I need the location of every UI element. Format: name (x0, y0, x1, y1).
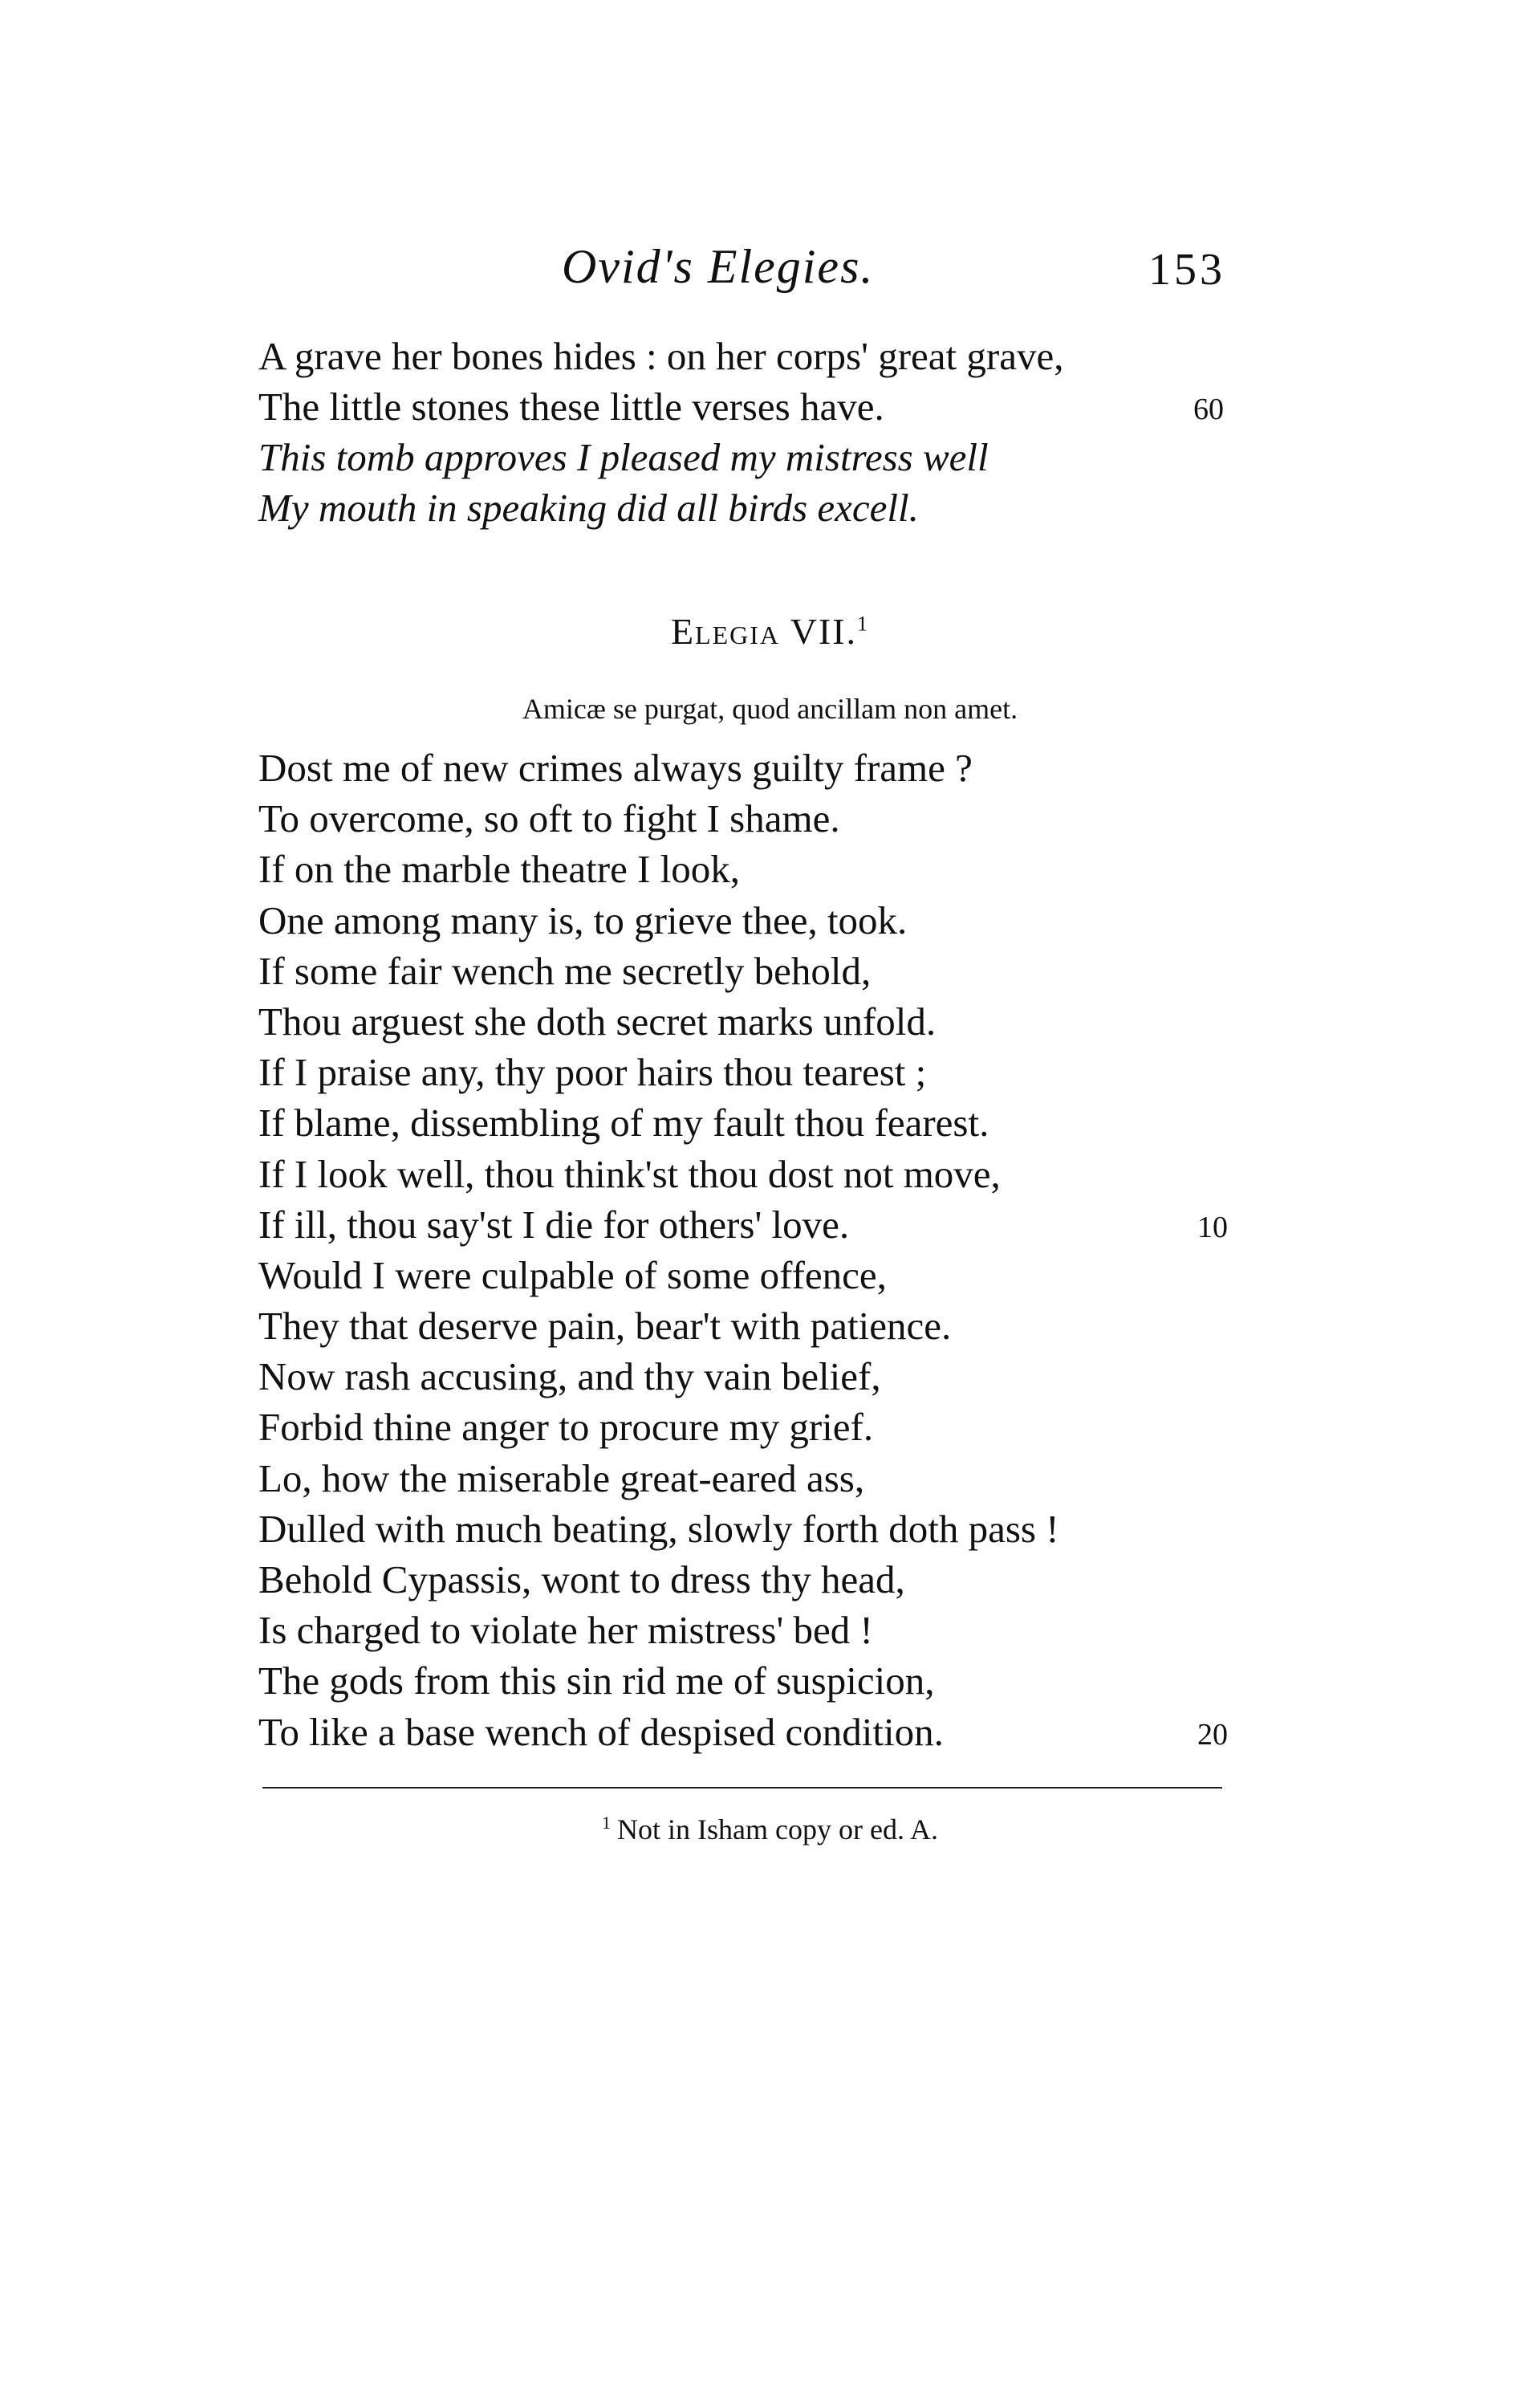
footnote-text: Not in Isham copy or ed. A. (617, 1813, 938, 1846)
verse-text: The little stones these little verses have. (258, 385, 884, 429)
verse-line (258, 844, 1302, 894)
verse-line (258, 1149, 1302, 1199)
running-head (0, 239, 1540, 311)
verse-text: If I praise any, thy poor hairs thou tearest ; (258, 1050, 927, 1095)
verse-line (258, 432, 1302, 482)
verse-text: To overcome, so oft to fight I shame. (258, 796, 840, 841)
verse-text: If I look well, thou think'st thou dost not move, (258, 1151, 1001, 1196)
stanza-one (258, 331, 1302, 533)
elegy-verse (258, 743, 1302, 1757)
elegy-title: Elegia VII. (670, 611, 858, 652)
verse-line (258, 1707, 1302, 1757)
verse-text: Dulled with much beating, slowly forth doth pass ! (258, 1506, 1059, 1551)
footnote-divider (262, 1787, 1222, 1789)
verse-text: This tomb approves I pleased my mistress well (258, 435, 989, 479)
verse-line (258, 482, 1302, 533)
verse-line (258, 793, 1302, 844)
verse-text: If on the marble theatre I look, (258, 847, 741, 892)
verse-text: Lo, how the miserable great-eared ass, (258, 1455, 865, 1500)
verse-line (258, 1504, 1302, 1554)
verse-text: Forbid thine anger to procure my grief. (258, 1405, 874, 1450)
line-number: 10 (1197, 1210, 1228, 1244)
verse-text: Would I were culpable of some offence, (258, 1252, 887, 1297)
verse-text: If blame, dissembling of my fault thou fearest. (258, 1101, 989, 1146)
footnote-marker: 1 (602, 1813, 612, 1833)
verse-line (258, 1554, 1302, 1605)
footnote (0, 1813, 1540, 1846)
verse-text: A grave her bones hides : on her corps' great grave, (258, 334, 1064, 378)
verse-text: If some fair wench me secretly behold, (258, 948, 872, 993)
verse-line (258, 1453, 1302, 1504)
elegy-heading (0, 610, 1540, 653)
line-number: 20 (1197, 1717, 1228, 1752)
verse-text: If ill, thou say'st I die for others' love. (258, 1202, 850, 1247)
verse-text: They that deserve pain, bear't with patience. (258, 1304, 952, 1349)
verse-line (258, 743, 1302, 793)
verse-line (258, 1402, 1302, 1452)
page-number: 153 (1148, 245, 1225, 295)
verse-line (258, 1351, 1302, 1402)
verse-line (258, 1655, 1302, 1706)
elegy-argument: Amicæ se purgat, quod ancillam non amet. (522, 693, 1018, 725)
running-title: Ovid's Elegies. (562, 240, 875, 293)
verse-text: The gods from this sin rid me of suspicion, (258, 1658, 935, 1703)
verse-text: My mouth in speaking did all birds excell. (258, 486, 919, 530)
verse-line (258, 381, 1302, 432)
verse-text: One among many is, to grieve thee, took. (258, 897, 908, 942)
verse-line (258, 331, 1302, 381)
verse-line (258, 1250, 1302, 1300)
verse-text: Thou arguest she doth secret marks unfold. (258, 999, 937, 1044)
verse-line (258, 1605, 1302, 1655)
verse-line (258, 1199, 1302, 1250)
verse-text: Dost me of new crimes always guilty frame ? (258, 746, 973, 790)
verse-line (258, 1097, 1302, 1148)
verse-text: Behold Cypassis, wont to dress thy head, (258, 1557, 905, 1601)
verse-line (258, 996, 1302, 1047)
verse-line (258, 946, 1302, 996)
verse-line (258, 895, 1302, 946)
verse-line (258, 1300, 1302, 1351)
verse-text: To like a base wench of despised condition. (258, 1709, 944, 1754)
line-number: 60 (1193, 393, 1224, 426)
verse-text: Is charged to violate her mistress' bed ! (258, 1608, 873, 1653)
footnote-reference: 1 (857, 612, 870, 636)
verse-text: Now rash accusing, and thy vain belief, (258, 1354, 881, 1399)
verse-line (258, 1047, 1302, 1097)
